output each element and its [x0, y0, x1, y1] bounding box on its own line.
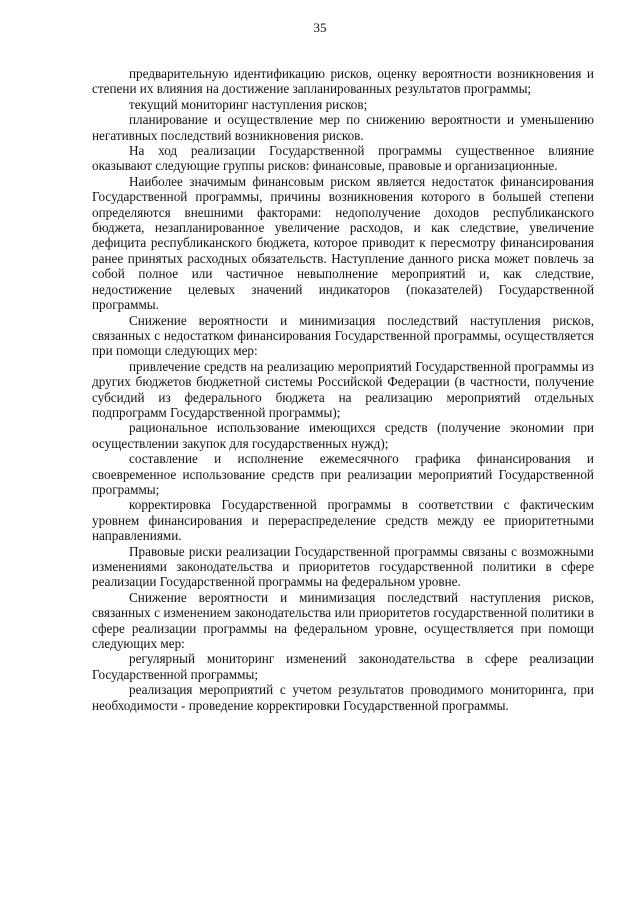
paragraph: составление и исполнение ежемесячного графика финансирования и своевременное использование средств при реализации мероприятий Государственной программы; [92, 451, 594, 497]
paragraph: привлечение средств на реализацию мероприятий Государственной программы из других бюджетов бюджетной системы Российской Федерации (в частности, получение субсидий из федерального бюджета на реализацию мероприятий отдельных подпрограмм Государственной программы); [92, 358, 594, 420]
paragraph: реализация мероприятий с учетом результатов проводимого мониторинга, при необходимости - проведение корректировки Государственной программы. [92, 682, 594, 713]
document-body [92, 66, 594, 713]
page-number: 35 [313, 20, 327, 35]
paragraph: рациональное использование имеющихся средств (получение экономии при осуществлении закупок для государственных нужд); [92, 420, 594, 451]
paragraph: Снижение вероятности и минимизация последствий наступления рисков, связанных с изменением законодательства или приоритетов государственной политики в сфере реализации программы на федеральном уровне, осуществляется при помощи следующих мер: [92, 589, 594, 652]
paragraph: Снижение вероятности и минимизация последствий наступления рисков, связанных с недостатком финансирования Государственной программы, осуществляется при помощи следующих мер: [92, 312, 594, 359]
paragraph: планирование и осуществление мер по снижению вероятности и уменьшению негативных последствий возникновения рисков. [92, 112, 594, 143]
paragraph: предварительную идентификацию рисков, оценку вероятности возникновения и степени их влияния на достижение запланированных результатов программы; [92, 66, 594, 97]
paragraph: корректировка Государственной программы в соответствии с фактическим уровнем финансирования и перераспределение средств между ее приоритетными направлениями. [92, 497, 594, 544]
paragraph: регулярный мониторинг изменений законодательства в сфере реализации Государственной программы; [92, 651, 594, 682]
paragraph: текущий мониторинг наступления рисков; [129, 96, 368, 112]
paragraph: Правовые риски реализации Государственной программы связаны с возможными изменениями законодательства и приоритетов государственной политики в сфере реализации Государственной программы на федеральном уровне. [92, 543, 594, 590]
paragraph: На ход реализации Государственной программы существенное влияние оказывают следующие группы рисков: финансовые, правовые и организационные. [92, 143, 594, 174]
paragraph: Наиболее значимым финансовым риском является недостаток финансирования Государственной программы, причины возникновения которого в большей степени определяются внешними факторами: недополучение доходов республиканского бюджета, незапланированное увеличение расходов, и как следствие, увеличение дефицита республиканского бюджета, которое приводит к пересмотру финансирования ранее принятых расходных обязательств. Наступление данного риска может повлечь за собой полное или частичное невыполнение мероприятий и, как следствие, недостижение целевых значений индикаторов (показателей) Государственной программы. [92, 173, 594, 313]
